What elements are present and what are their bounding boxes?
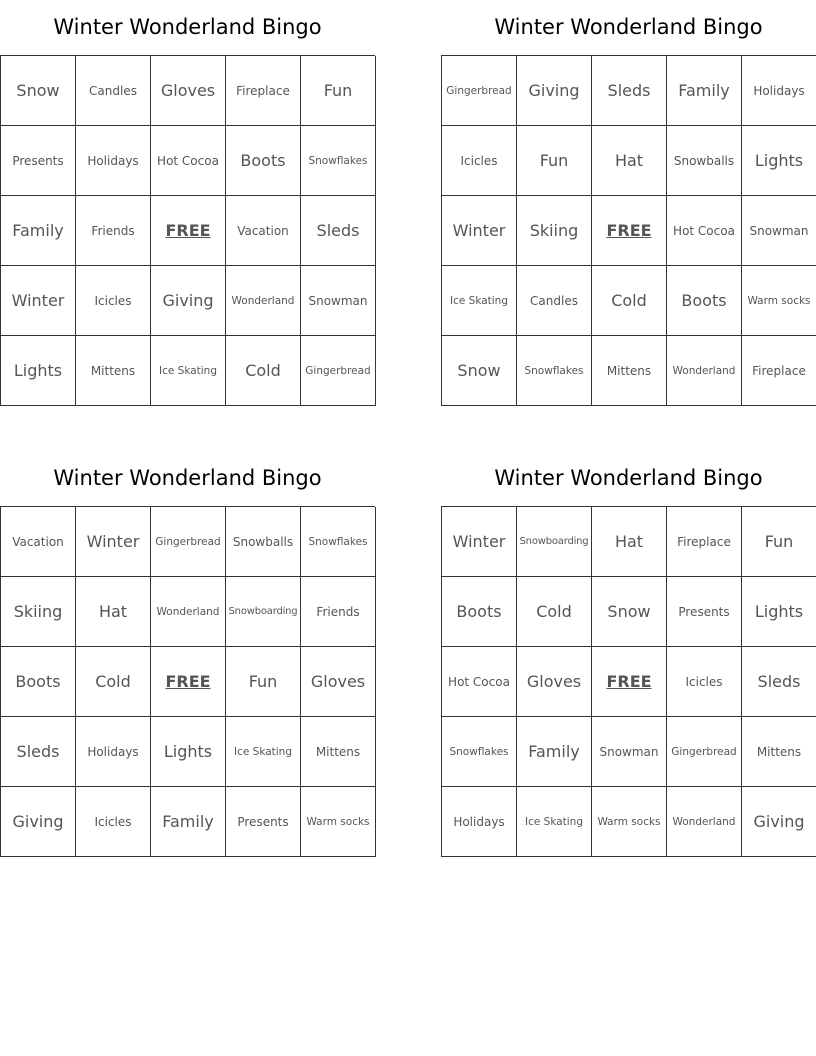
bingo-cell: Gingerbread bbox=[151, 507, 226, 577]
bingo-grid bbox=[441, 55, 816, 406]
bingo-cell: Snowflakes bbox=[442, 717, 517, 787]
bingo-cell: Snow bbox=[442, 336, 517, 406]
bingo-cell: Snowman bbox=[592, 717, 667, 787]
bingo-cell: Sleds bbox=[592, 56, 667, 126]
bingo-cell: Warm socks bbox=[301, 787, 376, 857]
bingo-cell: Wonderland bbox=[151, 577, 226, 647]
bingo-cell: Icicles bbox=[667, 647, 742, 717]
bingo-cell: Friends bbox=[301, 577, 376, 647]
bingo-cell: Icicles bbox=[76, 266, 151, 336]
bingo-grid bbox=[0, 506, 375, 857]
card-title: Winter Wonderland Bingo bbox=[494, 15, 763, 39]
bingo-cell: Holidays bbox=[76, 126, 151, 196]
bingo-cell: Hot Cocoa bbox=[667, 196, 742, 266]
bingo-cell: Boots bbox=[667, 266, 742, 336]
free-space-cell: FREE bbox=[151, 196, 226, 266]
bingo-cell: Cold bbox=[226, 336, 301, 406]
card-title: Winter Wonderland Bingo bbox=[53, 466, 322, 490]
bingo-cell: Presents bbox=[1, 126, 76, 196]
free-space-cell: FREE bbox=[592, 647, 667, 717]
bingo-cell: Holidays bbox=[76, 717, 151, 787]
bingo-cell: Fireplace bbox=[667, 507, 742, 577]
bingo-cell: Fun bbox=[226, 647, 301, 717]
bingo-cell: Fun bbox=[301, 56, 376, 126]
bingo-cell: Snowballs bbox=[667, 126, 742, 196]
bingo-cell: Ice Skating bbox=[151, 336, 226, 406]
bingo-grid bbox=[441, 506, 816, 857]
bingo-cell: Giving bbox=[742, 787, 816, 857]
bingo-cell: Candles bbox=[76, 56, 151, 126]
bingo-cell: Wonderland bbox=[667, 336, 742, 406]
bingo-card-2 bbox=[441, 0, 816, 406]
bingo-cell: Hot Cocoa bbox=[442, 647, 517, 717]
bingo-cell: Giving bbox=[151, 266, 226, 336]
bingo-cell: Snowboarding bbox=[226, 577, 301, 647]
bingo-cell: Fireplace bbox=[742, 336, 816, 406]
bingo-cell: Snow bbox=[1, 56, 76, 126]
bingo-cell: Giving bbox=[517, 56, 592, 126]
bingo-cell: Boots bbox=[1, 647, 76, 717]
bingo-card-4 bbox=[441, 451, 816, 857]
bingo-cell: Skiing bbox=[1, 577, 76, 647]
bingo-cell: Snowflakes bbox=[301, 507, 376, 577]
bingo-cell: Presents bbox=[226, 787, 301, 857]
bingo-cell: Cold bbox=[76, 647, 151, 717]
bingo-cell: Lights bbox=[151, 717, 226, 787]
bingo-cell: Family bbox=[667, 56, 742, 126]
bingo-cell: Boots bbox=[226, 126, 301, 196]
bingo-cell: Gloves bbox=[517, 647, 592, 717]
bingo-cell: Fireplace bbox=[226, 56, 301, 126]
bingo-cell: Gingerbread bbox=[301, 336, 376, 406]
bingo-cell: Warm socks bbox=[592, 787, 667, 857]
bingo-cell: Lights bbox=[742, 126, 816, 196]
bingo-grid bbox=[0, 55, 375, 406]
bingo-cell: Hat bbox=[592, 507, 667, 577]
bingo-cell: Lights bbox=[742, 577, 816, 647]
bingo-cell: Winter bbox=[442, 196, 517, 266]
bingo-cell: Lights bbox=[1, 336, 76, 406]
card-title: Winter Wonderland Bingo bbox=[494, 466, 763, 490]
bingo-cell: Ice Skating bbox=[442, 266, 517, 336]
bingo-cell: Snowman bbox=[301, 266, 376, 336]
bingo-cell: Snowflakes bbox=[301, 126, 376, 196]
bingo-cell: Snowman bbox=[742, 196, 816, 266]
bingo-cell: Vacation bbox=[226, 196, 301, 266]
bingo-cell: Mittens bbox=[76, 336, 151, 406]
bingo-card-1 bbox=[0, 0, 375, 406]
bingo-cell: Gingerbread bbox=[667, 717, 742, 787]
bingo-cell: Ice Skating bbox=[517, 787, 592, 857]
bingo-cell: Warm socks bbox=[742, 266, 816, 336]
bingo-cell: Hat bbox=[592, 126, 667, 196]
bingo-cell: Gloves bbox=[151, 56, 226, 126]
bingo-cell: Mittens bbox=[742, 717, 816, 787]
bingo-cell: Boots bbox=[442, 577, 517, 647]
bingo-cell: Icicles bbox=[442, 126, 517, 196]
bingo-cell: Family bbox=[151, 787, 226, 857]
bingo-cell: Winter bbox=[76, 507, 151, 577]
bingo-cell: Sleds bbox=[742, 647, 816, 717]
free-space-cell: FREE bbox=[151, 647, 226, 717]
bingo-cell: Cold bbox=[517, 577, 592, 647]
bingo-cell: Holidays bbox=[442, 787, 517, 857]
bingo-cell: Holidays bbox=[742, 56, 816, 126]
bingo-cell: Winter bbox=[1, 266, 76, 336]
bingo-cell: Icicles bbox=[76, 787, 151, 857]
bingo-cell: Hat bbox=[76, 577, 151, 647]
bingo-cell: Snowboarding bbox=[517, 507, 592, 577]
bingo-cell: Fun bbox=[517, 126, 592, 196]
bingo-cell: Wonderland bbox=[667, 787, 742, 857]
bingo-cell: Sleds bbox=[301, 196, 376, 266]
bingo-cell: Winter bbox=[442, 507, 517, 577]
bingo-cell: Family bbox=[517, 717, 592, 787]
bingo-cell: Skiing bbox=[517, 196, 592, 266]
bingo-cell: Sleds bbox=[1, 717, 76, 787]
bingo-cell: Vacation bbox=[1, 507, 76, 577]
bingo-cell: Cold bbox=[592, 266, 667, 336]
bingo-card-3 bbox=[0, 451, 375, 857]
card-title: Winter Wonderland Bingo bbox=[53, 15, 322, 39]
bingo-cell: Gingerbread bbox=[442, 56, 517, 126]
bingo-cell: Fun bbox=[742, 507, 816, 577]
bingo-cell: Friends bbox=[76, 196, 151, 266]
bingo-cell: Mittens bbox=[301, 717, 376, 787]
bingo-cell: Giving bbox=[1, 787, 76, 857]
bingo-cell: Candles bbox=[517, 266, 592, 336]
bingo-cell: Snow bbox=[592, 577, 667, 647]
bingo-cell: Gloves bbox=[301, 647, 376, 717]
bingo-cell: Wonderland bbox=[226, 266, 301, 336]
bingo-cell: Snowflakes bbox=[517, 336, 592, 406]
bingo-cell: Ice Skating bbox=[226, 717, 301, 787]
bingo-cell: Snowballs bbox=[226, 507, 301, 577]
bingo-cell: Family bbox=[1, 196, 76, 266]
free-space-cell: FREE bbox=[592, 196, 667, 266]
bingo-cell: Presents bbox=[667, 577, 742, 647]
bingo-cell: Mittens bbox=[592, 336, 667, 406]
bingo-cell: Hot Cocoa bbox=[151, 126, 226, 196]
